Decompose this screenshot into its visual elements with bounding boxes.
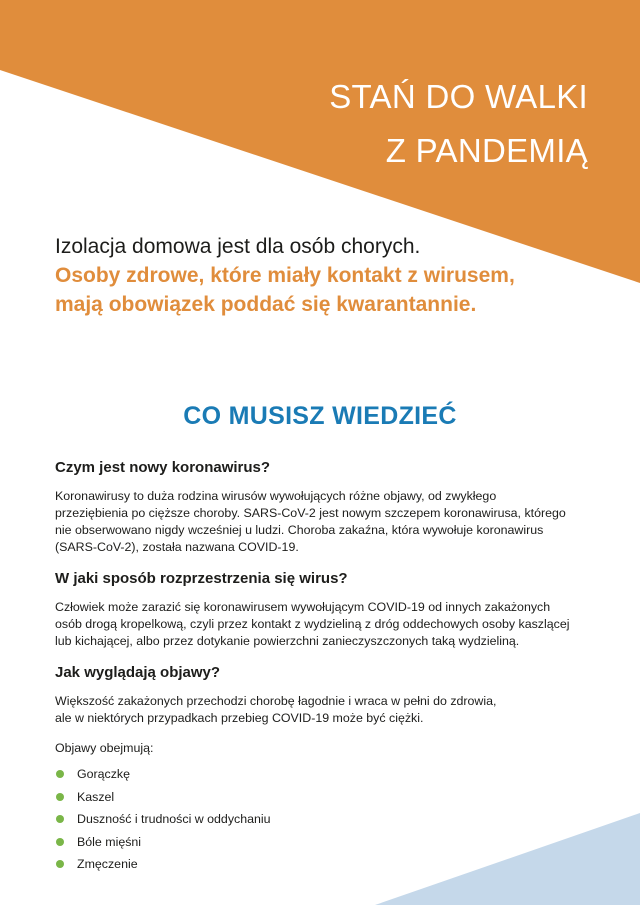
answer-line: Większość zakażonych przechodzi chorobę łagodnie i wraca w pełni do zdrowia, <box>55 694 497 708</box>
list-item <box>55 856 595 872</box>
symptoms-list <box>55 766 595 872</box>
list-item <box>55 789 595 805</box>
intro-block <box>55 232 615 319</box>
symptom-muscle-pain: Bóle mięśni <box>77 834 142 849</box>
answer-symptoms <box>55 693 595 727</box>
answer-line: Koronawirusy to duża rodzina wirusów wywołujących różne objawy, od zwykłego <box>55 489 497 503</box>
intro-quarantine-text-2: mają obowiązek poddać się kwarantannie. <box>55 293 477 316</box>
answer-what-is-coronavirus <box>55 488 595 556</box>
question-symptoms: Jak wyglądają objawy? <box>55 664 221 681</box>
answer-line: lub kichającej, albo przez dotykanie powierzchni zanieczyszczonych taką wydzieliną. <box>55 634 520 648</box>
banner-title-line-2: Z PANDEMIĄ <box>385 132 588 169</box>
question-how-virus-spreads: W jaki sposób rozprzestrzenia się wirus? <box>55 570 348 587</box>
banner-title <box>329 70 588 178</box>
symptom-cough: Kaszel <box>77 789 115 804</box>
list-item <box>55 811 595 827</box>
answer-line: Człowiek może zarazić się koronawirusem wywołującym COVID-19 od innych zakażonych <box>55 600 551 614</box>
bullet-dot-icon <box>56 793 64 801</box>
intro-quarantine-text-1: Osoby zdrowe, które miały kontakt z wirusem, <box>55 264 515 287</box>
bullet-dot-icon <box>56 770 64 778</box>
answer-line: nie obserwowano nigdy wcześniej u ludzi. Choroba zakaźna, która wywołuje koronawirus <box>55 523 544 537</box>
intro-isolation-text: Izolacja domowa jest dla osób chorych. <box>55 235 421 258</box>
symptom-fatigue: Zmęczenie <box>77 857 138 871</box>
answer-line: przeziębienia po cięższe choroby. SARS-CoV-2 jest nowym szczepem koronawirusa, którego <box>55 506 566 520</box>
answer-how-virus-spreads <box>55 599 595 650</box>
list-item <box>55 834 595 850</box>
symptom-fever: Gorączkę <box>77 767 131 781</box>
answer-line: osób drogą kropelkową, czyli przez kontakt z wydzieliną z dróg oddechowych osoby kaszlącej <box>55 617 570 631</box>
symptoms-intro: Objawy obejmują: <box>55 741 154 755</box>
bullet-dot-icon <box>56 815 64 823</box>
bullet-dot-icon <box>56 860 64 868</box>
bullet-dot-icon <box>56 838 64 846</box>
banner-title-line-1: STAŃ DO WALKI <box>329 78 588 115</box>
faq-content <box>55 458 595 879</box>
symptom-dyspnea: Duszność i trudności w oddychaniu <box>77 812 271 826</box>
list-item <box>55 766 595 782</box>
answer-line: ale w niektórych przypadkach przebieg COVID-19 może być ciężki. <box>55 711 424 725</box>
answer-line: (SARS-CoV-2), została nazwana COVID-19. <box>55 540 299 554</box>
section-heading: CO MUSISZ WIEDZIEĆ <box>183 402 457 430</box>
question-what-is-coronavirus: Czym jest nowy koronawirus? <box>55 459 271 476</box>
